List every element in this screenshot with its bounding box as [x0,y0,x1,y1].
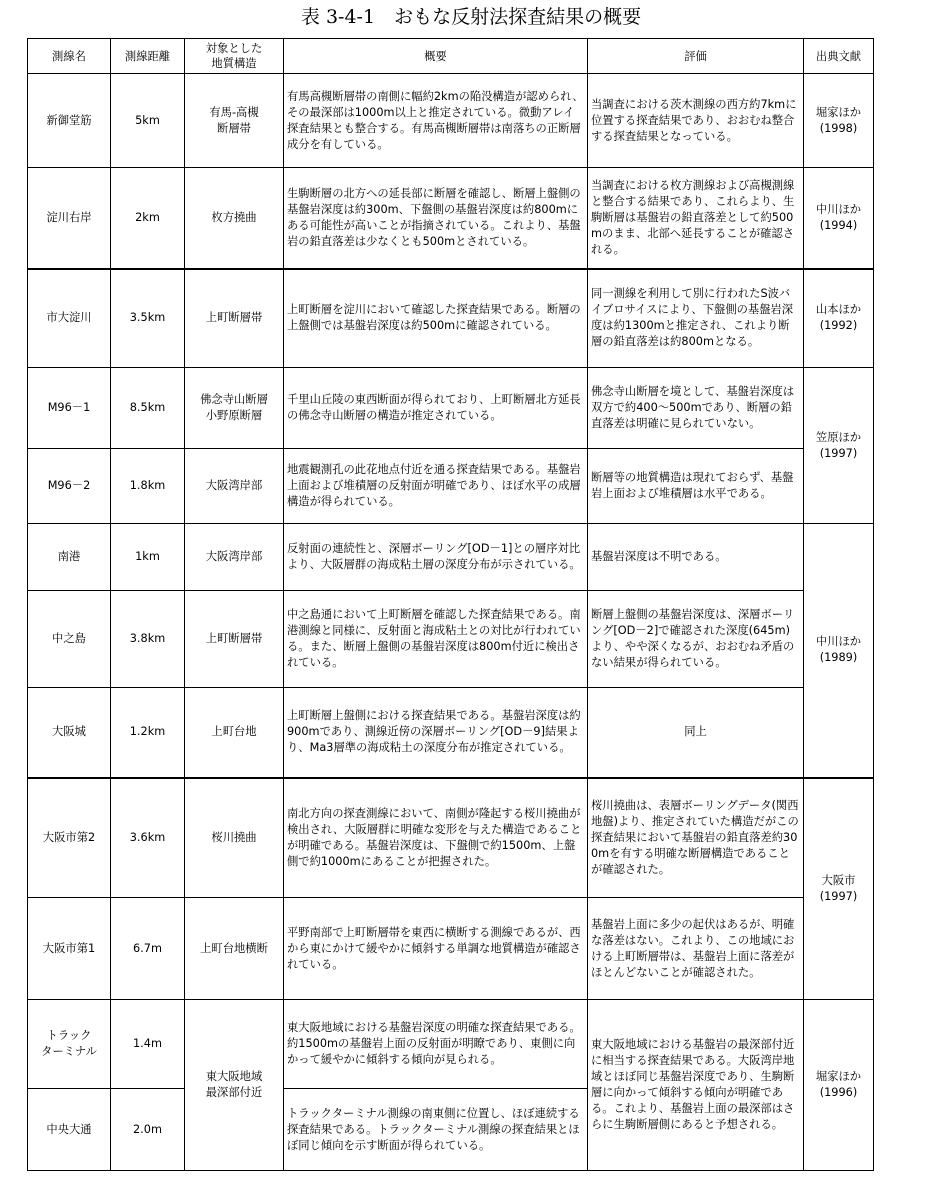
cell-target: 佛念寺山断層 小野原断層 [185,368,284,449]
cell-target: 有馬-高槻 断層帯 [185,74,284,168]
cell-summary: 中之島通において上町断層を確認した探査結果である。南港測線と同様に、反射面と海成粘土との対比が行われている。また、断層上盤側の基盤岩深度は800m付近に検出されている。 [284,591,588,688]
table-row [28,1000,874,1089]
cell-summary: 生駒断層の北方への延長部に断層を確認し、断層上盤側の基盤岩深度は約300m、下盤側の基盤岩深度は約800mにある可能性が高いことが指摘されている。これより、基盤岩の鉛直落差は少なくとも500mとされている。 [284,168,588,269]
cell-target: 大阪湾岸部 [185,524,284,591]
cell-line-name: 大阪城 [28,688,111,778]
cell-evaluation: 当調査における茨木測線の西方約7kmに位置する探査結果であり、おおむね整合する探査結果となっている。 [588,74,804,168]
cell-evaluation: 桜川撓曲は、表層ボーリングデータ(関西地盤)より、推定されていた構造だがこの探査結果において基盤岩の鉛直落差約300mを有する明確な断層構造であることが確認された。 [588,778,804,898]
table-row [28,449,874,524]
cell-summary: 上町断層を淀川において確認した探査結果である。断層の上盤側では基盤岩深度は約500mに確認されている。 [284,269,588,368]
cell-source: 笠原ほか (1997) [804,368,874,524]
cell-distance: 2.0m [111,1089,185,1171]
table-title: 表 3-4-1 おもな反射法探査結果の概要 [300,6,642,28]
cell-source: 堀家ほか (1998) [804,74,874,168]
cell-source: 山本ほか (1992) [804,269,874,368]
cell-summary: 反射面の連続性と、深層ボーリング[OD－1]との層序対比より、大阪層群の海成粘土層の深度分布が示されている。 [284,524,588,591]
cell-distance: 1.4m [111,1000,185,1089]
cell-line-name: 大阪市第1 [28,898,111,1000]
cell-summary: 東大阪地域における基盤岩深度の明確な探査結果である。約1500mの基盤岩上面の反射面が明瞭であり、東側に向かって緩やかに傾斜する傾向が見られる。 [284,1000,588,1089]
cell-distance: 5km [111,74,185,168]
table-row [28,74,874,168]
cell-summary: 平野南部で上町断層帯を東西に横断する測線であるが、西から東にかけて緩やかに傾斜する単調な地質構造が確認されている。 [284,898,588,1000]
header-row [28,39,874,74]
cell-evaluation: 断層上盤側の基盤岩深度は、深層ボーリング[OD－2]で確認された深度(645m)より、やや深くなるが、おおむね矛盾のない結果が得られている。 [588,591,804,688]
table-row [28,591,874,688]
cell-distance: 1.8km [111,449,185,524]
table-row [28,168,874,269]
cell-line-name: 淀川右岸 [28,168,111,269]
cell-summary: 千里山丘陵の東西断面が得られており、上町断層北方延長の佛念寺山断層の構造が推定されている。 [284,368,588,449]
cell-distance: 3.8km [111,591,185,688]
table-row [28,524,874,591]
cell-target: 上町台地 [185,688,284,778]
cell-distance: 6.7m [111,898,185,1000]
header-distance: 測線距離 [111,39,185,74]
cell-evaluation: 同上 [588,688,804,778]
cell-distance: 3.6km [111,778,185,898]
header-evaluation: 評価 [588,39,804,74]
cell-target: 上町台地横断 [185,898,284,1000]
cell-line-name: M96－1 [28,368,111,449]
cell-summary: トラックターミナル測線の南東側に位置し、ほぼ連続する探査結果である。トラックターミナル測線の探査結果とほぼ同じ傾向を示す断面が得られている。 [284,1089,588,1171]
cell-target: 上町断層帯 [185,591,284,688]
header-line-name: 測線名 [28,39,111,74]
survey-results-table [27,38,874,1171]
cell-line-name: 新御堂筋 [28,74,111,168]
cell-source: 大阪市 (1997) [804,778,874,1000]
header-summary: 概要 [284,39,588,74]
cell-evaluation: 東大阪地域における基盤岩の最深部付近に相当する探査結果である。大阪湾岸地域とほぼ同じ基盤岩深度であり、生駒断層に向かって傾斜する傾向が明確である。これより、基盤岩上面の最深部はさらに生駒断層側にあると予想される。 [588,1000,804,1171]
table-row [28,688,874,778]
table-row [28,898,874,1000]
cell-distance: 1.2km [111,688,185,778]
cell-distance: 2km [111,168,185,269]
cell-distance: 8.5km [111,368,185,449]
cell-line-name: 中之島 [28,591,111,688]
cell-distance: 1km [111,524,185,591]
cell-summary: 地震観測孔の此花地点付近を通る探査結果である。基盤岩上面および堆積層の反射面が明確であり、ほぼ水平の成層構造が得られている。 [284,449,588,524]
cell-target: 東大阪地域 最深部付近 [185,1000,284,1171]
cell-target: 大阪湾岸部 [185,449,284,524]
table-row [28,269,874,368]
cell-evaluation: 当調査における枚方測線および高槻測線と整合する結果であり、これらより、生駒断層は基盤岩の鉛直落差として約500mのまま、北部へ延長することが確認される。 [588,168,804,269]
cell-source: 中川ほか (1994) [804,168,874,269]
header-target: 対象とした 地質構造 [185,39,284,74]
table-row [28,778,874,898]
cell-target: 上町断層帯 [185,269,284,368]
cell-target: 桜川撓曲 [185,778,284,898]
cell-summary: 有馬高槻断層帯の南側に幅約2kmの陥没構造が認められ、その最深部は1000m以上と推定されている。微動アレイ探査結果とも整合する。有馬高槻断層帯は南落ちの正断層成分を有している。 [284,74,588,168]
cell-evaluation: 同一測線を利用して別に行われたS波バイブロサイスにより、下盤側の基盤岩深度は約1300mと推定され、これより断層の鉛直落差は約800mとなる。 [588,269,804,368]
cell-line-name: 市大淀川 [28,269,111,368]
cell-line-name: 南港 [28,524,111,591]
cell-evaluation: 佛念寺山断層を境として、基盤岩深度は双方で約400～500mであり、断層の鉛直落差は明確に見られていない。 [588,368,804,449]
cell-summary: 上町断層上盤側における探査結果である。基盤岩深度は約900mであり、測線近傍の深層ボーリング[OD－9]結果より、Ma3層準の海成粘土の深度分布が推定されている。 [284,688,588,778]
cell-evaluation: 基盤岩上面に多少の起伏はあるが、明確な落差はない。これより、この地域における上町断層帯は、基盤岩上面に落差がほとんどないことが確認された。 [588,898,804,1000]
cell-line-name: トラック ターミナル [28,1000,111,1089]
cell-line-name: 中央大通 [28,1089,111,1171]
cell-distance: 3.5km [111,269,185,368]
header-source: 出典文献 [804,39,874,74]
cell-source: 中川ほか (1989) [804,524,874,778]
table-row [28,368,874,449]
cell-target: 枚方撓曲 [185,168,284,269]
cell-line-name: M96－2 [28,449,111,524]
cell-line-name: 大阪市第2 [28,778,111,898]
cell-source: 堀家ほか (1996) [804,1000,874,1171]
cell-summary: 南北方向の探査測線において、南側が隆起する桜川撓曲が検出され、大阪層群に明確な変形を与えた構造であることが明確である。基盤岩深度は、下盤側で約1500m、上盤側で約1000mにあることが把握された。 [284,778,588,898]
cell-evaluation: 断層等の地質構造は現れておらず、基盤岩上面および堆積層は水平である。 [588,449,804,524]
cell-evaluation: 基盤岩深度は不明である。 [588,524,804,591]
